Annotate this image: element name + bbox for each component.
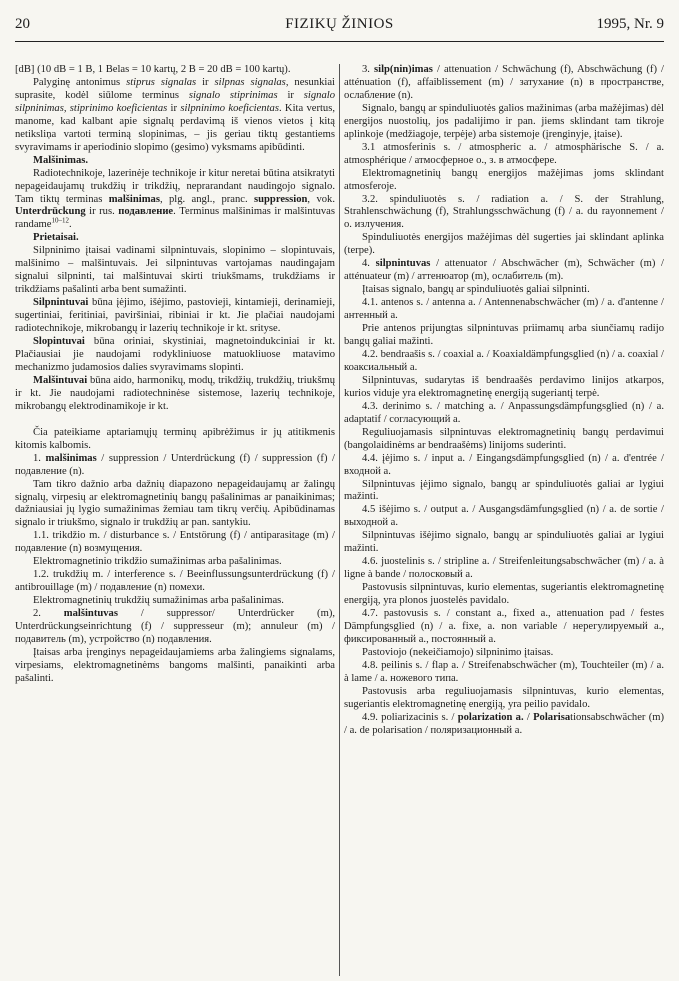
page-number: 20 xyxy=(15,16,30,32)
text-run: , nesunkiai suprasite, kodėl siūlome terminus xyxy=(15,76,335,101)
text-run: 1.2. trukdžių m. / interference s. / Beeinflussungsunterdrückung (f) / antibrouillage (m) / подавление (n) помехи. xyxy=(15,569,335,594)
text-run: malšintuvas xyxy=(63,608,118,620)
paragraph-gap xyxy=(15,414,335,427)
text-run: tionsabschwächer (m) / a. de polarisation / поляризационный а. xyxy=(344,711,665,736)
text-run: [dB] (10 dB = 1 B, 1 Belas = 10 kartų, 2 B = 20 dB = 100 kartų). xyxy=(15,64,291,75)
paragraph xyxy=(15,168,335,233)
paragraph xyxy=(344,530,664,556)
text-run: 4.3. derinimo s. / matching a. / Anpassungsdämpfungsglied (n) / a. adaptatif / согласующий а. xyxy=(344,400,664,425)
text-run: Spinduliuotės energijos mažėjimas dėl sugerties jai sklindant aplinka (terpe). xyxy=(344,232,664,257)
text-run: Įtaisas arba įrenginys nepageidaujamiems arba žalingiems signalams, virpesiams, elektromagnetinėms bangoms malšinti, panaikinti arba pašalinti. xyxy=(15,646,335,684)
text-run: ir xyxy=(196,76,215,88)
text-run: 2. xyxy=(33,608,64,620)
text-run: 4.6. juostelinis s. / stripline a. / Streifenleitungsabschwächer (m) / a. à ligne à bande / полосковый а. xyxy=(344,556,664,581)
text-run: signalo silpninimas, stiprinimo koeficientas xyxy=(15,89,335,114)
paragraph xyxy=(15,297,335,336)
text-run: Tam tikro dažnio arba dažnių diapazono nepageidaujamų ar žalingų signalų, virpesių ar elektromagnetinių bangų pašalinimas ar panaikinimas; dažniausiai jų lygio sumažinimas žemiau tam tikrų verčių. Apibūdinamas signalo ir triukšmo, signalo ir trukdžių ar pan. santykiu. xyxy=(15,478,335,529)
text-run: Malšintuvai xyxy=(33,374,88,386)
text-run: Prietaisai. xyxy=(33,232,79,244)
text-run: Elektromagnetinių trukdžių sumažinimas arba pašalinimas. xyxy=(33,595,284,607)
text-run: ir xyxy=(167,102,181,114)
text-run: Slopintuvai xyxy=(33,336,85,348)
text-run: silpnas signalas xyxy=(214,76,286,88)
text-run: 4. xyxy=(362,258,376,270)
text-run: Radiotechnikoje, lazerinėje technikoje ir kitur neretai būtina atsikratyti nepageidaujamų trukdžių ir trikdžių, neprarandant naudingojo signalo. Tam tiktų terminas xyxy=(15,167,335,205)
paragraph xyxy=(344,103,664,142)
text-run: Malšinimas. xyxy=(33,154,89,166)
page-header xyxy=(15,16,664,38)
text-run: būna aido, harmonikų, modų, trikdžių, trukdžių, triukšmų ir kt. Jie naudojami radiotechninėse sistemose, lazerių technikoje, mikrobangų elektrodinamikoje ir kt. xyxy=(15,374,335,412)
paragraph xyxy=(15,479,335,531)
text-run: Įtaisas signalo, bangų ar spinduliuotės galiai silpninti. xyxy=(362,284,590,296)
paragraph xyxy=(15,608,335,647)
text-run: Elektromagnetinių bangų energijos mažėjimas joms sklindant atmosferoje. xyxy=(344,167,664,192)
paragraph xyxy=(15,375,335,414)
text-run: . Kita vertus, manome, kad kalbant apie signalų perdavimą iš vienos vietos į kitą netiksliņa vartoti terminą slopinimas, – jis geriau tiktų gestantiems svyravimams ir aperiodinio slopimo (gesimo) vyksmams apibūdinti. xyxy=(15,102,335,153)
text-run: Silpnintuvai xyxy=(33,297,89,309)
text-run: Elektromagnetinio trikdžio sumažinimas arba pašalinimas. xyxy=(33,556,282,568)
paragraph xyxy=(344,582,664,608)
text-run: Signalo, bangų ar spinduliuotės galios mažinimas (arba mažėjimas) dėl energijos nuostolių, jos padalijimo ir pan. jiems sklindant tam tikroje aplinkoje (medžiagoje, terpėje) arba sistemoje (įrenginyje, įtaise). xyxy=(344,102,664,140)
text-run: Pastovusis silpnintuvas, kurio elementas, sugeriantis elektromagnetinę energiją, yra plonos juostelės pavidalo. xyxy=(344,582,664,607)
paragraph xyxy=(344,556,664,582)
text-run: Silpninimo įtaisai vadinami silpnintuvais, slopinimo – slopintuvais, malšinimo – malšintuvais. Jei silpnintuvas vartojamas naudingajam signalui silpninti, tai malšintuvai skirti triukšmams, trukdžiams ir trikdžiams pašalinti arba bent sumažinti. xyxy=(15,245,335,296)
text-run: Silpnintuvas išėjimo signalo, bangų ar spinduliuotės galiai ar lygiui mažinti. xyxy=(344,530,664,555)
header-rule xyxy=(15,41,664,42)
text-run: suppression xyxy=(254,193,308,205)
text-run: / suppressor/ Unterdrücker (m), Unterdrückungseinrichtung (f) / suppresseur (m); annuleur (m) / подавитель (m), устройство (n) подавления. xyxy=(15,608,335,645)
text-run: 1.1. trikdžio m. / disturbance s. / Entstörung (f) / antiparasitage (m) / подавление (n) возмущения. xyxy=(15,530,335,555)
text-run: silp(nin)imas xyxy=(374,64,433,75)
text-run: Silpnintuvas įėjimo signalo, bangų ar spinduliuotės galiai ar lygiui mažinti. xyxy=(344,478,664,503)
paragraph xyxy=(15,595,335,608)
paragraph xyxy=(344,453,664,479)
paragraph xyxy=(344,401,664,427)
paragraph xyxy=(15,530,335,556)
text-run: Pastovusis arba reguliuojamasis silpnintuvas, kurio elementas, sugeriantis elektromagnetinę energiją, yra peilio pavidalo. xyxy=(344,685,664,710)
text-run: 1. xyxy=(33,452,46,464)
paragraph xyxy=(344,712,664,738)
paragraph xyxy=(344,349,664,375)
text-run: 4.5 išėjimo s. / output a. / Ausgangsdämfungsglied (n) / a. de sortie / выходной а. xyxy=(344,504,664,529)
paragraph xyxy=(344,64,664,103)
text-run: stiprus signalas xyxy=(126,76,197,88)
paragraph xyxy=(344,323,664,349)
text-run: / suppression / Unterdrückung (f) / suppression (f) / подавление (n). xyxy=(15,452,335,477)
paragraph xyxy=(344,284,664,297)
paragraph xyxy=(344,479,664,505)
text-run: Polarisa xyxy=(533,711,571,723)
text-run: , vok. xyxy=(307,193,335,205)
paragraph xyxy=(344,608,664,647)
column-divider xyxy=(339,64,340,976)
text-run: Prie antenos prijungtas silpnintuvas priimamų arba siunčiamų radijo bangų galiai mažinti. xyxy=(344,323,664,348)
paragraph xyxy=(15,569,335,595)
text-run: silpninimo koeficientas xyxy=(180,102,279,114)
left-column xyxy=(15,64,335,686)
paragraph xyxy=(344,258,664,284)
issue-info: 1995, Nr. 9 xyxy=(596,16,664,32)
text-run: 4.7. pastovusis s. / constant a., fixed a., attenuation pad / festes Dämpfungsglied (n) / a. fixe, a. non variable / нерегулируемый а., фиксированный а., постоянный а. xyxy=(344,608,664,645)
text-run: 4.2. bendraašis s. / coaxial a. / Koaxialdämpfungsglied (n) / a. coaxial / коаксиальный а. xyxy=(344,348,664,373)
text-run: 3. xyxy=(362,64,375,75)
text-run: malšinimas xyxy=(45,452,97,464)
text-run: Unterdrückung xyxy=(15,206,86,218)
text-run: Pastoviojo (nekeičiamojo) silpninimo įtaisas. xyxy=(362,646,554,658)
text-run: 10–12 xyxy=(51,216,69,225)
text-run: . xyxy=(68,219,72,231)
text-run: 4.1. antenos s. / antenna a. / Antennenabschwächer (m) / a. d'antenne / антенный а. xyxy=(344,297,664,322)
text-run: , plg. angl., pranc. xyxy=(159,193,255,205)
text-run: / attenuator / Abschwächer (m), Schwächer (m) / atténuateur (m) / аттенюатор (m), ослабитель (m). xyxy=(344,258,665,283)
text-run: silpnintuvas xyxy=(375,258,431,270)
paragraph xyxy=(15,556,335,569)
text-run: malšinimas xyxy=(108,193,160,205)
text-run: / xyxy=(523,711,534,723)
text-run: 3.2. spinduliuotės s. / radiation a. / S. der Strahlung, Strahlenschwächung (f), Strahlungsschwächung (f) / a. du rayonnement / о. излучения. xyxy=(344,193,664,231)
text-run: 4.4. įėjimo s. / input a. / Eingangsdämpfungsglied (n) / a. d'entrée / входной а. xyxy=(344,452,664,477)
paragraph xyxy=(15,647,335,686)
paragraph xyxy=(15,232,335,245)
paragraph xyxy=(15,427,335,453)
journal-title: FIZIKŲ ŽINIOS xyxy=(285,16,394,32)
paragraph xyxy=(344,142,664,168)
paragraph xyxy=(15,77,335,155)
paragraph xyxy=(15,155,335,168)
paragraph xyxy=(15,245,335,297)
text-run: būna įėjimo, išėjimo, pastovieji, kintamieji, derinamieji, sugertiniai, feritiniai, paviršiniai, ribiniai ir kt. Jie plačiai naudojami radiotechnikoje, mikrobangų ir lazerių technikoje ir kt. srityse. xyxy=(15,297,335,335)
paragraph xyxy=(344,297,664,323)
text-run: 3.1 atmosferinis s. / atmospheric a. / atmosphärische S. / a. atmosphérique / атмосферное о., з. в атмосфере. xyxy=(344,141,664,166)
paragraph xyxy=(344,168,664,194)
text-run: 4.9. poliarizacinis s. / xyxy=(362,711,458,723)
paragraph xyxy=(15,336,335,375)
text-run: . Terminus malšinimas ir malšintuvas randame xyxy=(15,206,335,231)
text-run: ir xyxy=(277,89,304,101)
paragraph xyxy=(344,647,664,660)
text-run: polarization a. xyxy=(457,711,524,723)
text-run: 4.8. peilinis s. / flap a. / Streifenabschwächer (m), Touchteiler (m) / a. à lame / а. ножевого типа. xyxy=(344,659,664,684)
text-run: Čia pateikiame aptariamųjų terminų apibrėžimus ir jų atitikmenis kitomis kalbomis. xyxy=(15,426,335,451)
paragraph xyxy=(15,64,335,77)
text-run: būna oriniai, skystiniai, magnetoindukciniai ir kt. Plačiausiai jie naudojami rodykliniuose matuokliuose matavimo mechanizmo judamosios dalies svyravimams slopinti. xyxy=(15,336,335,373)
paragraph xyxy=(344,194,664,233)
text-run: Palyginę antonimus xyxy=(33,76,127,88)
paragraph xyxy=(344,427,664,453)
text-run: Reguliuojamasis silpnintuvas elektromagnetinių bangų perdavimui (bangolaidinėms ar bendraašėms) linijoms suderinti. xyxy=(344,426,664,451)
paragraph xyxy=(344,686,664,712)
text-run: Silpnintuvas, sudarytas iš bendraašės perdavimo linijos atkarpos, kurios viduje yra elektromagnetinę energiją sugeriantį terpė. xyxy=(344,374,664,399)
right-column xyxy=(344,64,664,738)
text-run: signalo stiprinimas xyxy=(188,89,278,101)
paragraph xyxy=(344,660,664,686)
text-run: ir rus. xyxy=(85,206,119,218)
paragraph xyxy=(344,504,664,530)
text-run: / attenuation / Schwächung (f), Abschwächung (f) / atténuation (f), affaiblissement (m) / затухание (n) в пространстве, ослабление (n). xyxy=(344,64,664,101)
paragraph xyxy=(344,375,664,401)
paragraph xyxy=(344,232,664,258)
text-run: подавление xyxy=(118,206,174,218)
paragraph xyxy=(15,453,335,479)
